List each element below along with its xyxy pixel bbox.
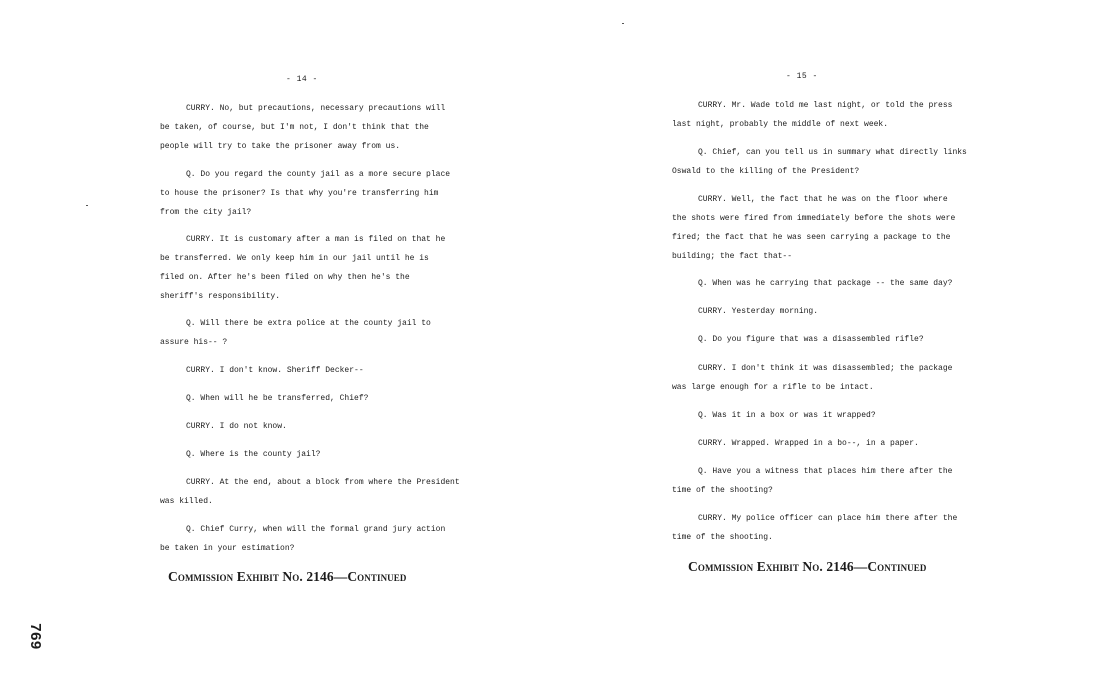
paragraph [672,359,992,397]
text-line: be transferred. We only keep him in our jail until he is [160,254,429,263]
text-line: Q. Chief Curry, when will the formal grand jury action [186,525,446,534]
text-line: Q. When will he be transferred, Chief? [186,394,369,403]
text-line: Q. Was it in a box or was it wrapped? [698,411,876,420]
text-line: sheriff's responsibility. [160,292,281,301]
text-line: from the city jail? [160,208,252,217]
text-line: was large enough for a rifle to be intact. [672,383,874,392]
text-line: filed on. After he's been filed on why then he's the [160,273,410,282]
paragraph [160,314,480,352]
paragraph [672,190,992,266]
paragraph [672,330,992,349]
text-line: fired; the fact that he was seen carrying a package to the [672,233,951,242]
text-line: people will try to take the prisoner away from us. [160,142,401,151]
text-line: be taken in your estimation? [160,544,295,553]
text-line: CURRY. At the end, about a block from where the President [186,478,460,487]
text-line: CURRY. It is customary after a man is filed on that he [186,235,446,244]
text-line: time of the shooting. [672,533,773,542]
text-line: Q. Will there be extra police at the county jail to [186,319,431,328]
text-line: CURRY. No, but precautions, necessary precautions will [186,104,446,113]
text-line: CURRY. I don't know. Sheriff Decker-- [186,366,364,375]
text-line: to house the prisoner? Is that why you're transferring him [160,189,439,198]
paragraph [160,99,480,156]
text-line: Q. Chief, can you tell us in summary what directly links [698,148,967,157]
text-line: Q. Have you a witness that places him there after the [698,467,953,476]
text-line: CURRY. I do not know. [186,422,287,431]
paragraph [672,274,992,293]
text-line: CURRY. Well, the fact that he was on the floor where [698,195,948,204]
paragraph [672,406,992,425]
text-line: assure his-- ? [160,338,228,347]
text-line: Oswald to the killing of the President? [672,167,860,176]
paragraph [160,473,480,511]
paragraph [160,520,480,558]
paragraph [160,361,480,380]
text-line: was killed. [160,497,213,506]
paragraph [672,509,992,547]
paragraph [672,96,992,134]
paragraph [672,302,992,321]
text-line: Q. When was he carrying that package -- the same day? [698,279,953,288]
exhibit-caption: Commission Exhibit No. 2146—Continued [688,559,927,574]
text-line: time of the shooting? [672,486,773,495]
text-line: building; the fact that-- [672,252,793,261]
side-page-number: 769 [26,623,44,650]
text-line: last night, probably the middle of next week. [672,120,889,129]
paragraph [672,143,992,181]
paragraph [160,230,480,306]
text-line: the shots were fired from immediately before the shots were [672,214,956,223]
paragraph [160,389,480,408]
paragraph [160,417,480,436]
scan-speck [622,23,624,24]
text-line: Q. Do you figure that was a disassembled rifle? [698,335,924,344]
text-line: CURRY. Wrapped. Wrapped in a bo--, in a paper. [698,439,919,448]
text-line: Q. Do you regard the county jail as a more secure place [186,170,451,179]
page-number: - 14 - [286,75,318,84]
page-number: - 15 - [786,72,818,81]
text-line: CURRY. Yesterday morning. [698,307,819,316]
text-line: Q. Where is the county jail? [186,450,321,459]
exhibit-caption: Commission Exhibit No. 2146—Continued [168,569,407,584]
paragraph [672,462,992,500]
text-line: be taken, of course, but I'm not, I don't think that the [160,123,429,132]
text-line: CURRY. Mr. Wade told me last night, or told the press [698,101,953,110]
paragraph [160,445,480,464]
paragraph [160,165,480,222]
text-line: CURRY. I don't think it was disassembled; the package [698,364,953,373]
scan-speck [86,205,88,206]
text-line: CURRY. My police officer can place him there after the [698,514,958,523]
paragraph [672,434,992,453]
